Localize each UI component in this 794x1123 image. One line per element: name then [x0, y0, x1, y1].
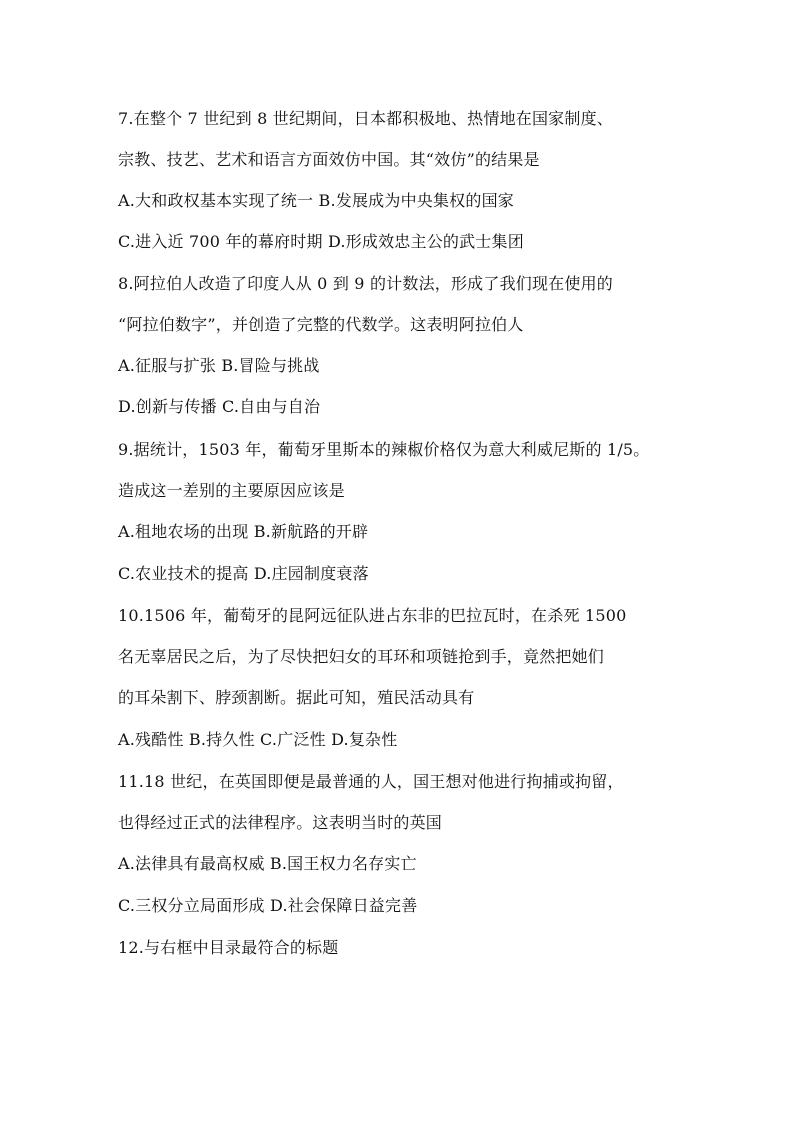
q11-options-line-2: C.三权分立局面形成 D.社会保障日益完善 [118, 896, 418, 915]
q9-options-line-2: C.农业技术的提高 D.庄园制度衰落 [118, 564, 369, 583]
q7-options-line-2: C.进入近 700 年的幕府时期 D.形成效忠主公的武士集团 [118, 232, 524, 251]
q8-options-line-1: A.征服与扩张 B.冒险与挑战 [118, 356, 320, 375]
q8-stem-line-1: 8.阿拉伯人改造了印度人从 0 到 9 的计数法，形成了我们现在使用的 [118, 274, 613, 293]
q10-options-line-1: A.残酷性 B.持久性 C.广泛性 D.复杂性 [118, 730, 398, 749]
q9-stem-line-2: 造成这一差别的主要原因应该是 [118, 481, 345, 500]
q11-options-line-1: A.法律具有最高权威 B.国王权力名存实亡 [118, 854, 417, 873]
q7-stem-line-1: 7.在整个 7 世纪到 8 世纪期间，日本都积极地、热情地在国家制度、 [118, 109, 613, 128]
q8-stem-line-2: “阿拉伯数字”，并创造了完整的代数学。这表明阿拉伯人 [118, 315, 524, 334]
q10-stem-line-1: 10.1506 年，葡萄牙的昆阿远征队进占东非的巴拉瓦时，在杀死 1500 [118, 606, 627, 625]
q11-stem-line-2: 也得经过正式的法律程序。这表明当时的英国 [118, 813, 443, 832]
q10-stem-line-2: 名无辜居民之后，为了尽快把妇女的耳环和项链抢到手，竟然把她们 [118, 647, 605, 666]
q7-stem-line-2: 宗教、技艺、艺术和语言方面效仿中国。其“效仿”的结果是 [118, 150, 540, 169]
q7-options-line-1: A.大和政权基本实现了统一 B.发展成为中央集权的国家 [118, 191, 514, 210]
q10-stem-line-3: 的耳朵割下、脖颈割断。据此可知，殖民活动具有 [118, 688, 475, 707]
q11-stem-line-1: 11.18 世纪，在英国即便是最普通的人，国王想对他进行拘捕或拘留， [118, 772, 624, 791]
q9-options-line-1: A.租地农场的出现 B.新航路的开辟 [118, 522, 369, 541]
q12-stem-line-1: 12.与右框中目录最符合的标题 [118, 938, 339, 957]
q9-stem-line-1: 9.据统计，1503 年，葡萄牙里斯本的辣椒价格仅为意大利威尼斯的 1/5。 [118, 440, 650, 459]
q8-options-line-2: D.创新与传播 C.自由与自治 [118, 397, 321, 416]
